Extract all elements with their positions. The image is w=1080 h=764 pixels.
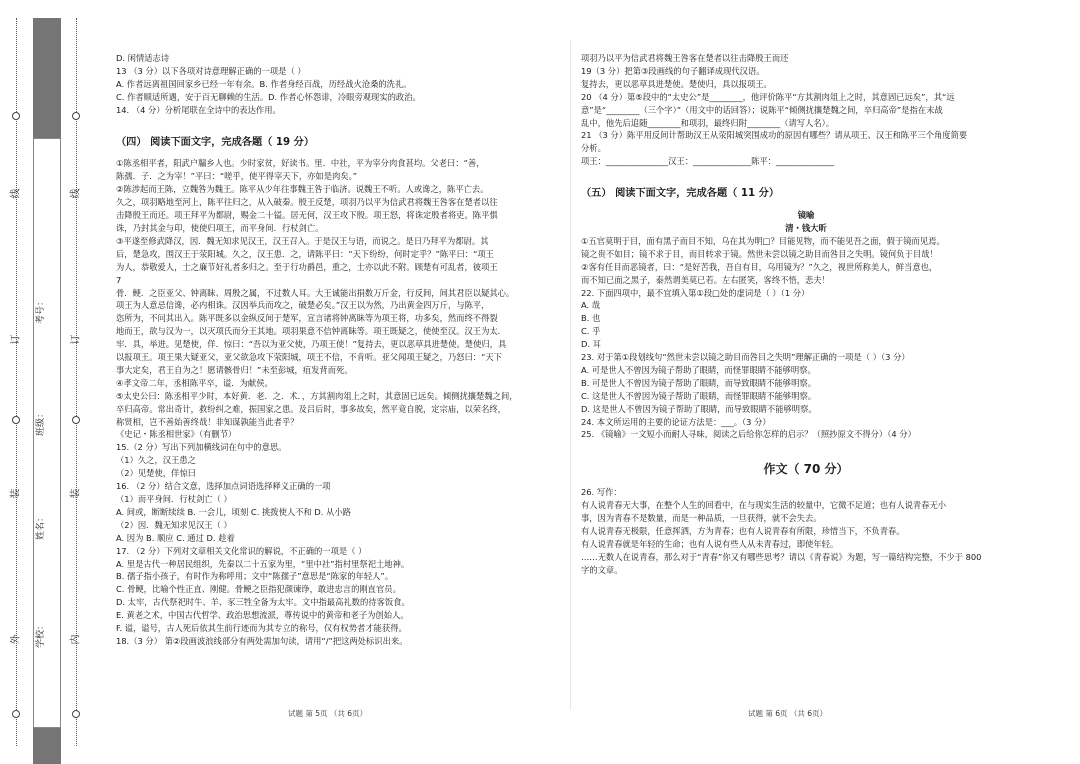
exam-number-field-label: 考号：	[36, 296, 47, 325]
option-line: A. 可是世人不曾因为镜子帮助了眼睛，而怪罪眼睛不能够明察。	[581, 364, 816, 375]
left-page	[116, 52, 560, 648]
option-line: A. 里是古代一种居民组织，先秦以二十五家为里，“里中社”指村里祭祀土地神。	[116, 558, 410, 569]
passage-line: 地而王，欲与汉为一，以灭项氏而分王其地。项羽果意不信钟离眛等。项王既疑之，使使至汉。汉王为太．	[116, 326, 506, 337]
passage-line: 骨．鲠．之臣亚父、钟离眛、周殷之属，不过数人耳。大王诚能出捐数万斤金，行反间，间其君臣以疑其心。	[116, 287, 515, 298]
option-line: E. 黄老之术，中国古代哲学、政治思想流派，尊传说中的黄帝和老子为创始人。	[116, 610, 409, 621]
option-line: D. 闲情适志诗	[116, 53, 170, 63]
passage-line: 称贤相，岂不善始善终哉！非知谋孰能当此者乎？	[116, 416, 299, 427]
inner-mark-xian: 线	[70, 188, 82, 199]
option-line: C. 作者顺适所遇，安于百无聊赖的生活。D. 作者心怀怨诽，冷眼旁观现实的政治。	[116, 91, 421, 102]
question-line: 乱中，他先后追随________和项羽，最终归附________（请写人名）。	[581, 117, 835, 128]
passage-line: 击降殷王而还。项王拜平为都尉，赐金二十镒。居无何，汉王攻下殷。项王怒，将诛定殷者将吏。陈平惧	[116, 210, 498, 221]
prompt-line: ……无数人在说青春，那么对于“青春”你又有哪些思考？请以《青春说》为题，写一篇结构完整，不少于 800	[581, 551, 982, 562]
option-line: A. 作者远离祖国回家乡已经一年有余。B. 作者身经百战，历经战火沧桑的洗礼。	[116, 78, 412, 89]
passage-line: 陈孺．子．之为宰！”平曰：“嗟乎，使平得宰天下，亦如是肉矣。”	[116, 171, 358, 182]
spacer	[581, 168, 1031, 178]
option-line: C. 乎	[581, 326, 601, 337]
passage-line: 以报项王。项王果大疑亚父，亚父欲急攻下荥阳城，项王不信，不肯听。亚父闻项王疑之，乃怒曰：“天下	[116, 352, 502, 363]
passage-line: 卒归高帝。常出奇计，救纷纠之难，振国家之患。及吕后时，事多故矣，然平竟自脱，定宗庙，以荣名终，	[116, 403, 506, 414]
outer-mark-zhuang: 装	[10, 488, 22, 499]
answer-blanks: 项王：_______________汉王：______________陈平：______________	[581, 156, 835, 167]
question-20: 20 （4 分）第⑤段中的“太史公”是________，他评价陈平“方其割肉俎上之时，其意固已远矣”，其“远	[581, 91, 955, 102]
right-page	[581, 52, 1031, 577]
inner-circle-1	[72, 112, 80, 120]
outer-mark-xian: 线	[10, 188, 22, 199]
outer-circle-2	[12, 416, 20, 424]
left-page-footer: 试题 第 5页 （共 6页）	[288, 709, 368, 718]
option-line: F. 谥，谥号，古人死后依其生前行迹而为其专立的称号，仅有权势者才能获得。	[116, 623, 407, 634]
question-line: （2）见楚使，佯惊曰	[116, 468, 196, 479]
right-page-footer: 试题 第 6页 （共 6页）	[748, 709, 828, 718]
section-4-heading: （四） 阅读下面文字，完成各题（ 19 分）	[116, 136, 315, 148]
page-divider	[570, 40, 571, 710]
binding-margin	[0, 0, 100, 764]
outer-circle-1	[12, 112, 20, 120]
question-line: （1）久之，汉王患之	[116, 455, 196, 466]
passage-line: 项王为人意忌信谗，必内相诛。汉因举兵而攻之，破楚必矣。”汉王以为然，乃出黄金四万斤，与陈平，	[116, 300, 490, 311]
option-line: B. 可是世人不曾因为镜子帮助了眼睛，而导致眼睛不能够明察。	[581, 377, 816, 388]
question-line: 复持去，更以恶草具进楚使。楚使归，具以报项王。	[581, 78, 772, 89]
inner-mark-ding: 订	[70, 334, 82, 345]
question-25: 25. 《镜喻》一文短小而耐人寻味，阅读之后给你怎样的启示？（照抄原文不得分）（4 分）	[581, 429, 916, 440]
question-18: 18.（3 分） 第②段画波浪线部分有两处需加句读，请用“/”把这两处标识出来。	[116, 635, 408, 646]
passage-line: 恣所为，不问其出入。陈平既多以金纵反间于楚军，宣言诸将钟离眛等为项王将，功多矣，然而终不得裂	[116, 313, 498, 324]
section-5-heading: （五） 阅读下面文字，完成各题（ 11 分）	[581, 188, 780, 200]
question-17: 17. （2 分）下列对文章相关文化常识的解说，不正确的一项是（ ）	[116, 545, 367, 556]
passage-line: 而不知已面之黑子，泰然谓美莫已若。左右匿笑，客终不悟，悲夫！	[581, 274, 830, 285]
question-15: 15.（2 分）写出下列加横线词在句中的意思。	[116, 442, 287, 453]
question-26: 26. 写作：	[581, 487, 622, 498]
question-line: （2）因．魏无知求见汉王（ ）	[116, 519, 232, 530]
question-line: 意”是“________（三个字）”（用文中的话回答）；说陈平“倾侧扰攘楚魏之间，卒归高帝”是指在末战	[581, 104, 943, 115]
passage-line: ⑤太史公曰：陈丞相平少时，本好黄．老．之．术．，方其割肉俎上之时，其意固已远矣。倾侧扰攘楚魏之间，	[116, 390, 518, 401]
passage-author: 清・钱大昕	[785, 222, 827, 233]
passage-source: 《史记・陈丞相世家》（有删节）	[116, 429, 237, 440]
passage-line: 后，楚急攻，围汉王于荥阳城。久之，汉王患．之，请陈平曰：“天下纷纷，何时定乎？”陈平曰：“项王	[116, 248, 494, 259]
prompt-line: 字的文章。	[581, 564, 623, 575]
gray-band-top	[33, 18, 61, 138]
passage-line: ②陈涉起而王陈，立魏咎为魏王。陈平从少年往事魏王咎于临济。说魏王不听。人或谗之，陈平亡去。	[116, 184, 489, 195]
passage-line: ③平遂至修武降汉，因．魏无知求见汉王，汉王召入。于是汉王与语，而说之。是日乃拜平为都尉。其	[116, 235, 489, 246]
option-line: B. 也	[581, 313, 601, 324]
gray-band-bottom	[33, 728, 61, 764]
prompt-line: 有人说青春就是年轻的生命；也有人说有些人从未青春过，即使年轻。	[581, 538, 839, 549]
option-line: D. 太牢，古代祭祀时牛、羊、豕三牲全备为太牢。文中指最高礼数的待客饭食。	[116, 597, 410, 608]
passage-title: 镜喻	[797, 210, 815, 221]
passage-line: ④孝文帝二年，丞相陈平卒，谥．为献侯。	[116, 377, 273, 388]
question-21: 21 （3 分）陈平用反间计帮助汉王从荥阳城突围成功的原因有哪些？请从项王、汉王和陈平三个角度简要	[581, 130, 968, 141]
option-line: D. 这是世人不曾因为镜子帮助了眼睛，而导致眼睛不能够明察。	[581, 403, 817, 414]
question-14: 14. （4 分）分析尾联在全诗中的表达作用。	[116, 104, 281, 115]
inner-mark-nei: 内	[70, 634, 82, 645]
class-field-label: 班级：	[36, 408, 47, 437]
passage-line: ②客有任目而恶镜者，曰：“是好苦我，吾自有目，乌用镜为？”久之，视世所称美人，鲜当意也，	[581, 261, 938, 272]
spacer	[116, 117, 560, 127]
question-13: 13 （3 分）以下各项对诗意理解正确的一项是（ ）	[116, 65, 306, 76]
composition-heading: 作文（ 70 分）	[763, 462, 849, 477]
option-line: C. 骨鲠，比喻个性正直、刚健。骨鲠之臣指犯颜谏诤，敢进忠言的刚直官员。	[116, 584, 401, 595]
name-field-label: 姓名：	[36, 512, 47, 541]
passage-line: 久之，项羽略地至河上，陈平往归之，从入破秦。殷王反楚，项羽乃以平为信武君将魏王咎客在楚者以往	[116, 197, 498, 208]
question-22: 22. 下面四项中，最不宜填入第①段□处的虚词是（ ）（1 分）	[581, 287, 810, 298]
passage-line: 镜之贵不如目；镜不求于目，而目转求于镜。然世未尝以镜之助目而咎目之失明。镜何负于目哉！	[581, 248, 938, 259]
option-line: D. 耳	[581, 339, 601, 350]
prompt-line: 事，因为青春不是数量，而是一种品质，一旦获得，就不会失去。	[581, 513, 822, 524]
outer-mark-wai: 外	[10, 634, 22, 645]
spacer	[581, 441, 1031, 451]
passage-line: 牢．具，举进。见楚使，佯．惊曰：“吾以为亚父使，乃项王使！”复持去，更以恶草具进楚使。楚使归，具	[116, 339, 507, 350]
outer-circle-3	[12, 710, 20, 718]
passage-line: ①陈丞相平者，阳武户牖乡人也。少时家贫，好读书。里．中社，平为宰分肉食甚均。父老曰：“善，	[116, 158, 485, 169]
passage-line: ①五官莫明于目，面有黑子而目不知，乌在其为明□？目能见物，而不能见吾之面，假于镜而见焉。	[581, 235, 945, 246]
option-line: B. 孺子指小孩子，有时作为称呼用；文中“陈孺子”意思是“陈家的年轻人”。	[116, 571, 394, 582]
question-line: 分析。	[581, 143, 606, 154]
passage-line: 诛，乃封其金与印，使使归项王，而平身间．行杖剑亡。	[116, 222, 324, 233]
passage-line: 事大定矣，君王自为之！愿请骸骨归！”未至彭城，疽发背而死。	[116, 364, 353, 375]
option-line: A. 哉	[581, 300, 601, 311]
question-19: 19（3 分）把第③段画线的句子翻译成现代汉语。	[581, 65, 765, 76]
outer-mark-ding: 订	[10, 334, 22, 345]
option-line: A. 因为 B. 顺应 C. 通过 D. 趁着	[116, 532, 235, 543]
inner-circle-2	[72, 416, 80, 424]
option-line: C. 这是世人不曾因为镜子帮助了眼睛，而怪罪眼睛不能够明察。	[581, 390, 817, 401]
inner-mark-zhuang: 装	[70, 488, 82, 499]
question-24: 24. 本文所运用的主要的论证方法是：___。（3 分）	[581, 416, 771, 427]
passage-line: 项羽乃以平为信武君将魏王咎客在楚者以往击降殷王而还	[581, 53, 789, 63]
option-line: A. 间或，断断续续 B. 一会儿，顷刻 C. 挑拨使人不和 D. 从小路	[116, 506, 351, 517]
passage-line: 为人，恭敬爱人，士之廉节好礼者多归之。至于行功爵邑，重之，士亦以此不附。顾楚有可乱者，彼项王	[116, 261, 498, 272]
stray-number: 7	[116, 274, 122, 285]
question-line: （1）而平身间．行杖剑亡（ ）	[116, 494, 232, 504]
school-field-label: 学校：	[36, 620, 47, 649]
prompt-line: 有人说青春无大事，在整个人生的回看中，在与现实生活的较量中，它微不足道；也有人说青春无小	[581, 500, 947, 511]
question-23: 23. 对于第①段划线句“然世未尝以镜之助目而咎目之失明”理解正确的一项是（ ）（3 分）	[581, 352, 910, 363]
inner-circle-3	[72, 710, 80, 718]
question-16: 16. （2 分）结合文意，选择加点词语选择释义正确的一项	[116, 481, 331, 492]
prompt-line: 有人说青春无极限，任意挥洒，方为青春；也有人说青春有所限，珍惜当下，不负青春。	[581, 526, 905, 536]
